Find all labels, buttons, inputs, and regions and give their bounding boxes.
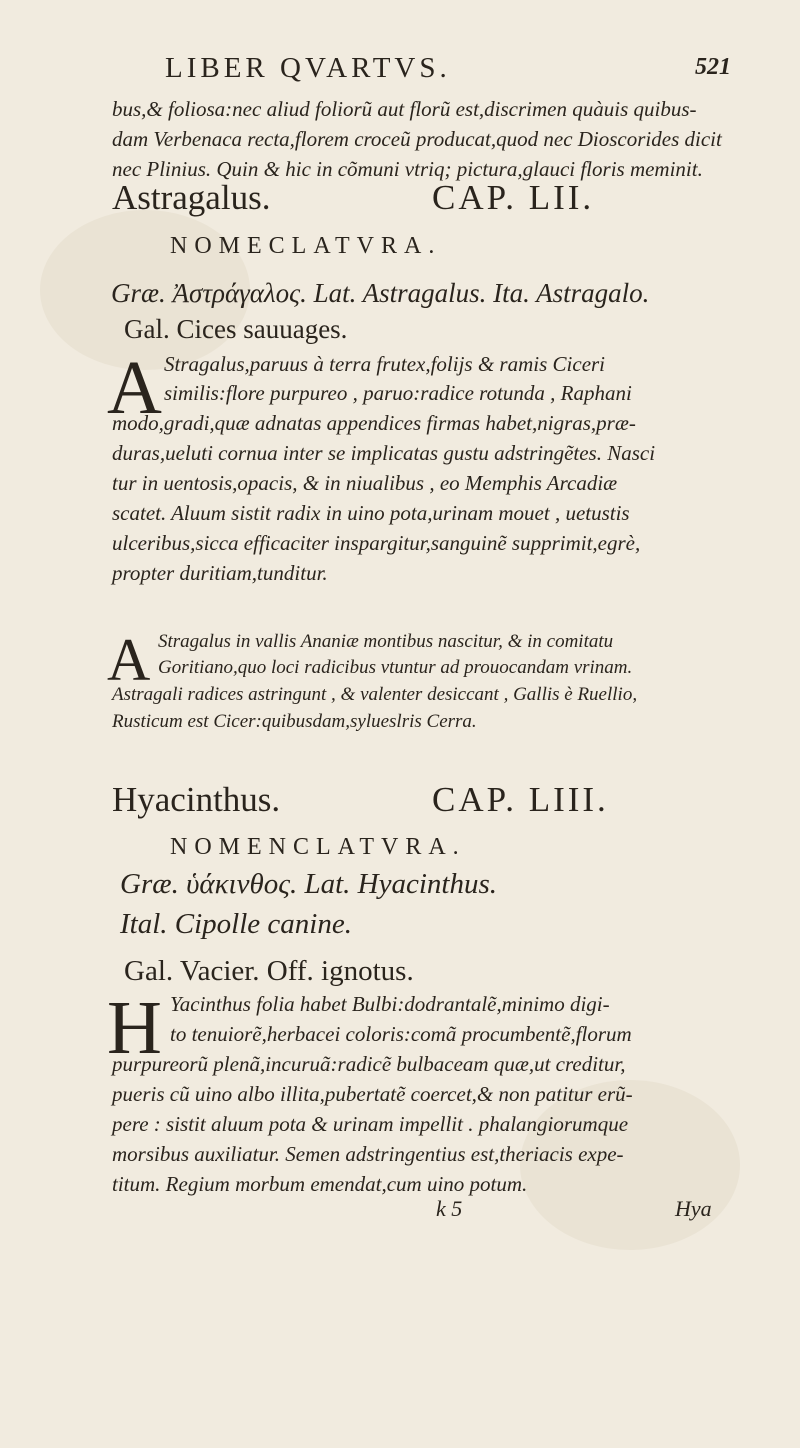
running-head: LIBER QVARTVS.: [165, 52, 451, 84]
astragalus-text-line: ulceribus,sicca efficaciter inspargitur,sanguinẽ supprimit,egrè,: [112, 531, 641, 555]
hyacinthus-text-line: pueris cũ uino albo illita,pubertatẽ coercet,& non patitur erũ-: [112, 1082, 633, 1106]
hyacinthus-cap-number: CAP. LIII.: [432, 780, 609, 819]
astragalus-cap-number: CAP. LII.: [432, 178, 595, 217]
astragalus-gallic: Gal. Cices sauuages.: [124, 314, 348, 344]
intro-line-1: bus,& foliosa:nec aliud foliorũ aut florũ est,discrimen quàuis quibus-: [112, 97, 697, 121]
astragalus-text-line: Stragalus,paruus à terra frutex,folijs & ramis Ciceri: [164, 352, 606, 376]
hyacinthus-nomenclatura: NOMENCLATVRA.: [170, 834, 466, 860]
astragalus-initial: A: [107, 346, 162, 430]
page-number: 521: [695, 54, 731, 80]
hyacinthus-initial: H: [107, 986, 162, 1070]
astragalus-text-line: similis:flore purpureo , paruo:radice rotunda , Raphani: [164, 381, 632, 405]
signature-mark: k 5: [436, 1196, 463, 1221]
catchword: Hya: [675, 1196, 712, 1221]
hyacinthus-text-line: purpureorũ plenã,incuruã:radicẽ bulbaceam quæ,ut creditur,: [112, 1052, 626, 1076]
astragalus-note-line: Astragali radices astringunt , & valenter desiccant , Gallis è Ruellio,: [112, 684, 638, 705]
astragalus-second-initial: A: [107, 627, 151, 693]
astragalus-text-line: tur in uentosis,opacis, & in niualibus , eo Memphis Arcadiæ: [112, 471, 618, 495]
astragalus-text-line: scatet. Aluum sistit radix in uino pota,urinam mouet , uetustis: [112, 501, 630, 525]
astragalus-note-line: Stragalus in vallis Ananiæ montibus nascitur, & in comitatu: [158, 631, 614, 652]
astragalus-title: Astragalus.: [112, 178, 271, 217]
astragalus-note-line: Rusticum est Cicer:quibusdam,sylueslris Cerra.: [112, 711, 477, 732]
hyacinthus-text-line: to tenuiorẽ,herbacei coloris:comã procumbentẽ,florum: [170, 1022, 632, 1046]
hyacinthus-italian-name: Ital. Cipolle canine.: [120, 908, 352, 940]
hyacinthus-gallic: Gal. Vacier. Off. ignotus.: [124, 955, 414, 987]
hyacinthus-text-line: titum. Regium morbum emendat,cum uino potum.: [112, 1172, 528, 1196]
astragalus-text-line: duras,ueluti cornua inter se implicatas gustu adstringẽtes. Nasci: [112, 441, 656, 465]
page-header: [0, 52, 800, 92]
hyacinthus-names: Græ. ὑάκινθος. Lat. Hyacinthus.: [120, 868, 497, 900]
hyacinthus-title: Hyacinthus.: [112, 780, 281, 819]
page-footer: [0, 1196, 800, 1236]
astragalus-chapter-heading: [112, 178, 722, 222]
astragalus-nomenclatura: NOMECLATVRA.: [170, 233, 442, 259]
hyacinthus-text-line: Yacinthus folia habet Bulbi:dodrantalẽ,minimo digi-: [170, 992, 610, 1016]
astragalus-note-line: Goritiano,quo loci radicibus vtuntur ad prouocandam vrinam.: [158, 657, 633, 678]
astragalus-names: Græ. Ἀστράγαλος. Lat. Astragalus. Ita. Astragalo.: [111, 278, 650, 308]
intro-line-3: nec Plinius. Quin & hic in cõmuni vtriq; pictura,glauci floris meminit.: [112, 157, 703, 181]
hyacinthus-chapter-heading: [112, 780, 722, 830]
astragalus-text-line: propter duritiam,tunditur.: [112, 561, 328, 585]
hyacinthus-text-line: morsibus auxiliatur. Semen adstringentius est,theriacis expe-: [112, 1142, 624, 1166]
astragalus-text-line: modo,gradi,quæ adnatas appendices firmas habet,nigras,præ-: [112, 411, 636, 435]
intro-line-2: dam Verbenaca recta,florem croceũ producat,quod nec Dioscorides dicit: [112, 127, 722, 151]
hyacinthus-text-line: pere : sistit aluum pota & urinam impellit . phalangiorumque: [112, 1112, 629, 1136]
